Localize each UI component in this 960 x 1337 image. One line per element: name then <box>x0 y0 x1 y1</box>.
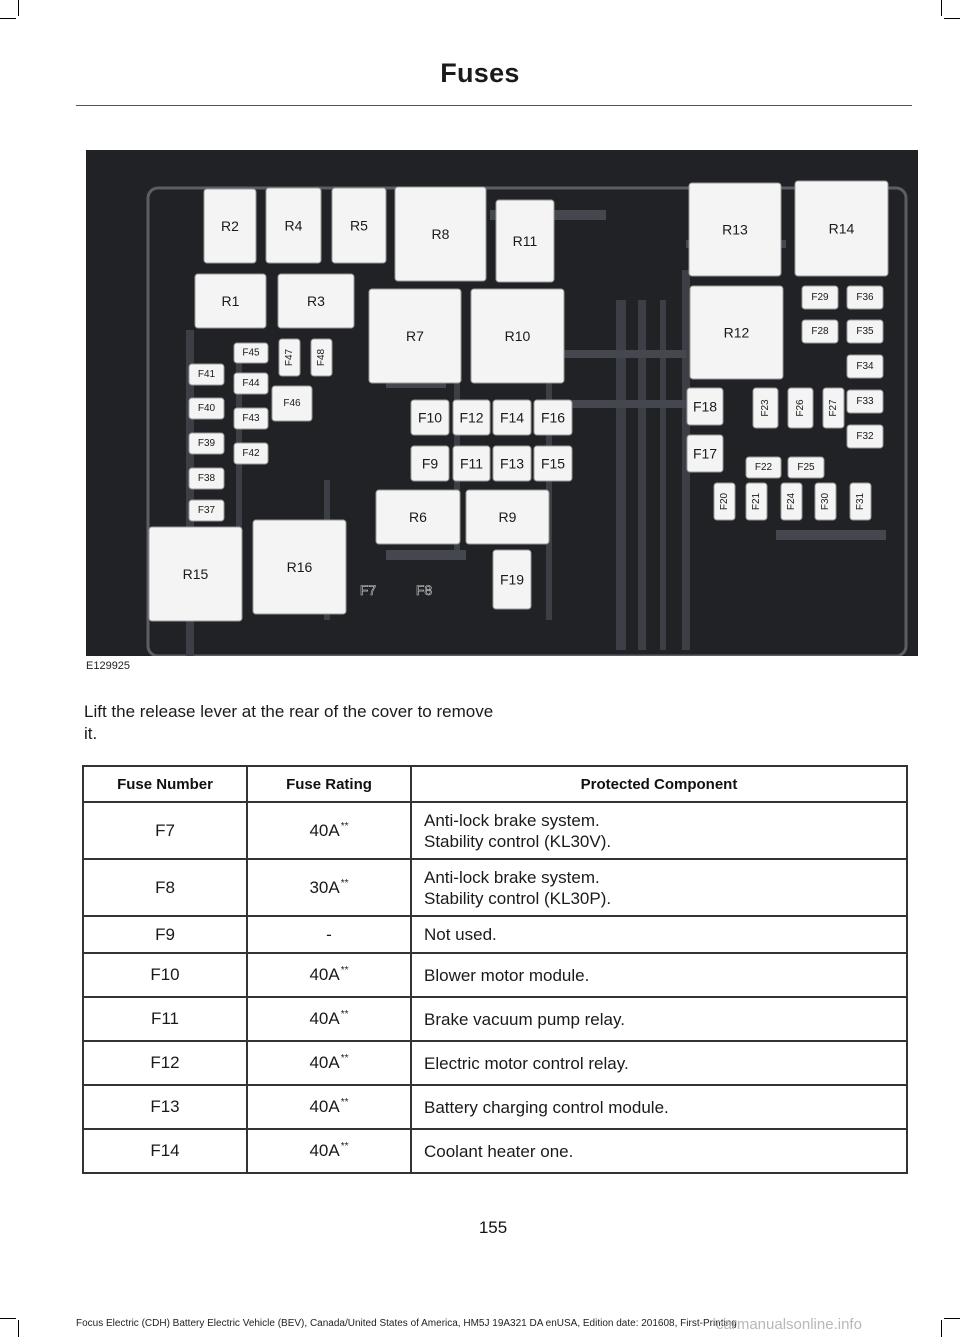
fuse-slot-r15 <box>149 527 242 621</box>
fuse-slot-label: F15 <box>540 455 566 472</box>
table-row <box>83 859 907 916</box>
fuse-slot-f16 <box>534 400 572 435</box>
fuse-slot-label: R15 <box>182 566 209 582</box>
fuse-number-cell: F14 <box>83 1129 247 1173</box>
fuse-number-cell: F13 <box>83 1085 247 1129</box>
fuse-rating-cell <box>247 859 411 916</box>
fuse-slot-label: F30 <box>820 492 831 511</box>
fuse-slot-label: F19 <box>499 571 525 588</box>
fuse-number-cell: F9 <box>83 916 247 953</box>
fuse-slot-f9 <box>411 446 449 481</box>
fuse-slot-f37 <box>189 500 224 521</box>
fuse-rating-footnote-mark: ** <box>340 1009 349 1021</box>
fuse-slot-f27 <box>823 388 844 428</box>
fuse-rating-footnote-mark: ** <box>340 965 349 977</box>
protected-component-cell <box>411 1085 907 1129</box>
fuse-slot-f38 <box>189 468 224 489</box>
fuse-slot-r11 <box>496 200 554 282</box>
fuse-slot-label: F46 <box>283 398 301 409</box>
fuse-slot-label: F27 <box>828 399 839 417</box>
component-line: Electric motor control relay. <box>424 1053 629 1073</box>
fuse-slot-f42 <box>234 443 268 464</box>
fuse-slot-label: F18 <box>692 398 718 415</box>
component-line: Coolant heater one. <box>424 1141 574 1161</box>
fuse-rating-cell <box>247 1041 411 1085</box>
fuse-slot-label: F16 <box>540 409 566 426</box>
fuse-rating-footnote-mark: ** <box>340 877 349 889</box>
component-line: Battery charging control module. <box>424 1097 669 1117</box>
component-line: Blower motor module. <box>424 965 590 985</box>
fuse-rating-cell <box>247 997 411 1041</box>
fuse-slot-label: F33 <box>856 396 874 407</box>
fuse-number-cell: F10 <box>83 953 247 997</box>
table-row <box>83 1085 907 1129</box>
fuse-slot-f26 <box>788 388 813 428</box>
crop-mark-top-right-h <box>944 18 960 19</box>
fuse-slot-f18 <box>687 388 723 425</box>
fuse-slot-label-f8: F8 <box>415 582 433 598</box>
fuse-slot-label: F36 <box>856 292 874 303</box>
fuse-slot-label: R6 <box>409 509 427 525</box>
fuse-slot-label: F32 <box>856 431 874 442</box>
crop-mark-top-left-h <box>0 18 16 19</box>
fuse-table <box>82 765 908 1174</box>
fuse-slot-label: F20 <box>719 492 730 511</box>
fuse-slot-f22 <box>746 457 781 478</box>
fuse-rating-value: 40A <box>309 1053 340 1072</box>
fuse-slot-label: F47 <box>284 348 295 367</box>
fuse-slot-f12 <box>453 400 490 435</box>
fuse-rating-value: 40A <box>309 965 340 984</box>
fuse-slot-f15 <box>534 446 572 481</box>
fuse-slot-f14 <box>493 400 531 435</box>
fuse-number-cell: F8 <box>83 859 247 916</box>
fuse-slot-label: R1 <box>221 293 240 309</box>
fuse-slot-label: F38 <box>197 473 216 484</box>
fuse-slot-label: R12 <box>723 324 750 341</box>
fuse-slot-label: R5 <box>350 217 368 234</box>
fuse-slot-f47 <box>279 339 300 376</box>
fuse-slot-label: F31 <box>855 492 866 511</box>
fuse-number-cell: F11 <box>83 997 247 1041</box>
header-fuse-rating: Fuse Rating <box>247 766 411 802</box>
fuse-slot-label: F45 <box>242 347 260 359</box>
fuse-slot-label: F29 <box>811 292 829 303</box>
fuse-number-cell: F12 <box>83 1041 247 1085</box>
fuse-number-cell: F7 <box>83 802 247 859</box>
fuse-slot-f23 <box>753 388 778 428</box>
fuse-slot-label: F10 <box>417 409 443 426</box>
protected-component-cell <box>411 802 907 859</box>
figure-code: E129925 <box>86 660 131 672</box>
component-line: Stability control (KL30V). <box>424 831 612 851</box>
fuse-slot-label: R4 <box>284 217 303 234</box>
fuse-slot-f13 <box>493 446 531 481</box>
fuse-slot-label: R9 <box>498 509 517 525</box>
fuse-slot-f24 <box>781 483 802 520</box>
fuse-slot-label: F22 <box>754 462 773 473</box>
table-row <box>83 916 907 953</box>
fuse-rating-value: - <box>326 924 332 944</box>
fuse-slot-label: F44 <box>242 378 260 389</box>
fuse-slot-f39 <box>189 433 224 454</box>
fuse-slot-label: R2 <box>221 218 239 234</box>
fuse-slot-f25 <box>788 457 824 478</box>
instruction-text: Lift the release lever at the rear of the cover to remove it. <box>84 702 494 743</box>
fuse-slot-r7 <box>369 289 461 383</box>
fuse-slot-label: R10 <box>504 328 531 344</box>
fuse-slot-f46 <box>272 386 312 421</box>
fuse-rating-cell <box>247 1129 411 1173</box>
fuse-slot-label: F26 <box>795 399 806 417</box>
fuse-slot-f20 <box>714 483 735 520</box>
crop-mark-bottom-right-v <box>941 1320 942 1337</box>
fuse-slot-r10 <box>471 289 564 383</box>
fuse-slot-label: F37 <box>197 505 216 516</box>
fuse-slot-r13 <box>689 183 781 276</box>
protected-component-cell <box>411 997 907 1041</box>
fuse-slot-label: F40 <box>197 403 216 414</box>
watermark: carmanualsonline.info <box>716 1316 862 1333</box>
fuse-rating-value: 30A <box>309 877 340 897</box>
fuse-slot-label: F41 <box>197 369 216 380</box>
fuse-slot-label: R11 <box>512 233 538 249</box>
table-row <box>83 1041 907 1085</box>
fuse-slot-r9 <box>466 490 549 544</box>
fuse-slot-f21 <box>746 483 767 520</box>
protected-component-cell <box>411 953 907 997</box>
fuse-slot-label: F39 <box>197 438 216 449</box>
fuse-slot-f44 <box>234 373 268 394</box>
fuse-slot-f10 <box>411 400 449 435</box>
fuse-slot-f11 <box>453 446 490 481</box>
fuse-slot-label: F9 <box>421 455 439 472</box>
title-divider <box>76 105 912 106</box>
fuse-slot-f30 <box>815 483 836 520</box>
fuse-slot-f34 <box>847 355 883 378</box>
fuse-rating-cell <box>247 916 411 953</box>
fuse-slot-f45 <box>234 343 268 363</box>
fuse-slot-label: F48 <box>316 348 327 367</box>
fuse-rating-footnote-mark: ** <box>340 1053 349 1065</box>
crop-mark-bottom-right-h <box>944 1318 960 1319</box>
fuse-slot-label: F21 <box>751 492 762 511</box>
fuse-rating-footnote-mark: ** <box>340 820 349 832</box>
fuse-slot-r16 <box>253 520 346 614</box>
fuse-slot-f48 <box>311 339 332 376</box>
fuse-slot-f43 <box>234 408 268 429</box>
fuse-slot-label: R16 <box>286 559 313 575</box>
fuse-slot-f28 <box>802 320 838 343</box>
table-row <box>83 953 907 997</box>
fuse-box-diagram <box>86 150 918 656</box>
footer-text: Focus Electric (CDH) Battery Electric Vehicle (BEV), Canada/United States of America, HM5J 19A321 DA enUSA, Edition date: 201608, First-Printing <box>76 1318 737 1329</box>
fuse-slot-f40 <box>189 398 224 419</box>
fuse-slot-label: F25 <box>797 462 815 473</box>
crop-mark-top-right-v <box>941 0 942 16</box>
fuse-slot-r1 <box>195 274 266 328</box>
fuse-rating-value: 40A <box>309 820 340 840</box>
protected-component-cell <box>411 1041 907 1085</box>
fuse-slot-label: F13 <box>499 455 525 472</box>
component-line: Not used. <box>424 925 497 944</box>
table-header-row <box>83 766 907 802</box>
table-row <box>83 997 907 1041</box>
fuse-slot-r8 <box>395 187 486 281</box>
fuse-slot-f41 <box>189 364 224 385</box>
page-number: 155 <box>478 1218 508 1237</box>
fuse-rating-footnote-mark: ** <box>340 1097 349 1109</box>
fuse-slot-label: F23 <box>760 399 771 417</box>
circuit-track <box>546 350 552 620</box>
circuit-track <box>776 530 886 540</box>
fuse-rating-value: 40A <box>309 1097 340 1116</box>
fuse-slot-label: F11 <box>459 455 484 472</box>
fuse-slot-r14 <box>795 181 888 276</box>
fuse-slot-f35 <box>847 320 883 343</box>
protected-component-cell <box>411 859 907 916</box>
fuse-slot-f33 <box>847 390 883 413</box>
fuse-slot-f31 <box>850 483 871 520</box>
protected-component-cell <box>411 1129 907 1173</box>
page-title: Fuses <box>440 58 520 88</box>
fuse-slot-label-f7: F7 <box>359 582 377 598</box>
fuse-slot-label: F14 <box>499 409 525 426</box>
fuse-slot-label: F24 <box>786 492 797 511</box>
fuse-slot-r3 <box>278 274 354 328</box>
fuse-slot-label: F17 <box>692 445 718 462</box>
component-line: Brake vacuum pump relay. <box>424 1009 625 1029</box>
fuse-slot-r12 <box>690 286 783 379</box>
fuse-slot-r6 <box>376 490 460 544</box>
component-line: Anti-lock brake system. <box>424 810 600 830</box>
component-line: Stability control (KL30P). <box>424 888 612 908</box>
fuse-rating-cell <box>247 802 411 859</box>
table-row <box>83 802 907 859</box>
crop-mark-bottom-left-h <box>0 1318 16 1319</box>
protected-component-cell <box>411 916 907 953</box>
fuse-rating-cell <box>247 1085 411 1129</box>
fuse-slot-f36 <box>847 286 883 309</box>
fuse-slot-label: F43 <box>242 413 260 424</box>
component-line: Anti-lock brake system. <box>424 867 600 887</box>
fuse-slot-r4 <box>266 188 321 263</box>
fuse-rating-cell <box>247 953 411 997</box>
header-fuse-number: Fuse Number <box>83 766 247 802</box>
fuse-rating-value: 40A <box>309 1009 340 1028</box>
fuse-slot-label: R7 <box>406 328 424 344</box>
fuse-slot-label: F42 <box>242 448 260 459</box>
fuse-slot-f19 <box>493 550 531 609</box>
fuse-slot-label: F28 <box>811 326 829 337</box>
fuse-slot-label: F34 <box>856 361 874 372</box>
fuse-slot-label: R13 <box>722 221 748 238</box>
table-row <box>83 1129 907 1173</box>
fuse-slot-label: R8 <box>431 226 450 242</box>
fuse-slot-label: F35 <box>856 326 874 337</box>
fuse-slot-label: R3 <box>307 293 325 309</box>
crop-mark-top-left-v <box>18 0 19 16</box>
fuse-slot-f32 <box>847 425 883 448</box>
fuse-rating-footnote-mark: ** <box>340 1141 349 1153</box>
fuse-slot-label: F12 <box>459 409 484 426</box>
crop-mark-bottom-left-v <box>18 1320 19 1337</box>
fuse-box-svg <box>86 150 918 656</box>
fuse-slot-f17 <box>687 435 723 472</box>
fuse-slot-r5 <box>332 188 386 263</box>
header-protected-component: Protected Component <box>411 766 907 802</box>
fuse-slot-label: R14 <box>828 220 855 237</box>
fuse-slot-r2 <box>204 189 256 263</box>
fuse-rating-value: 40A <box>309 1141 340 1160</box>
fuse-slot-f29 <box>802 286 838 309</box>
circuit-track <box>386 550 466 560</box>
